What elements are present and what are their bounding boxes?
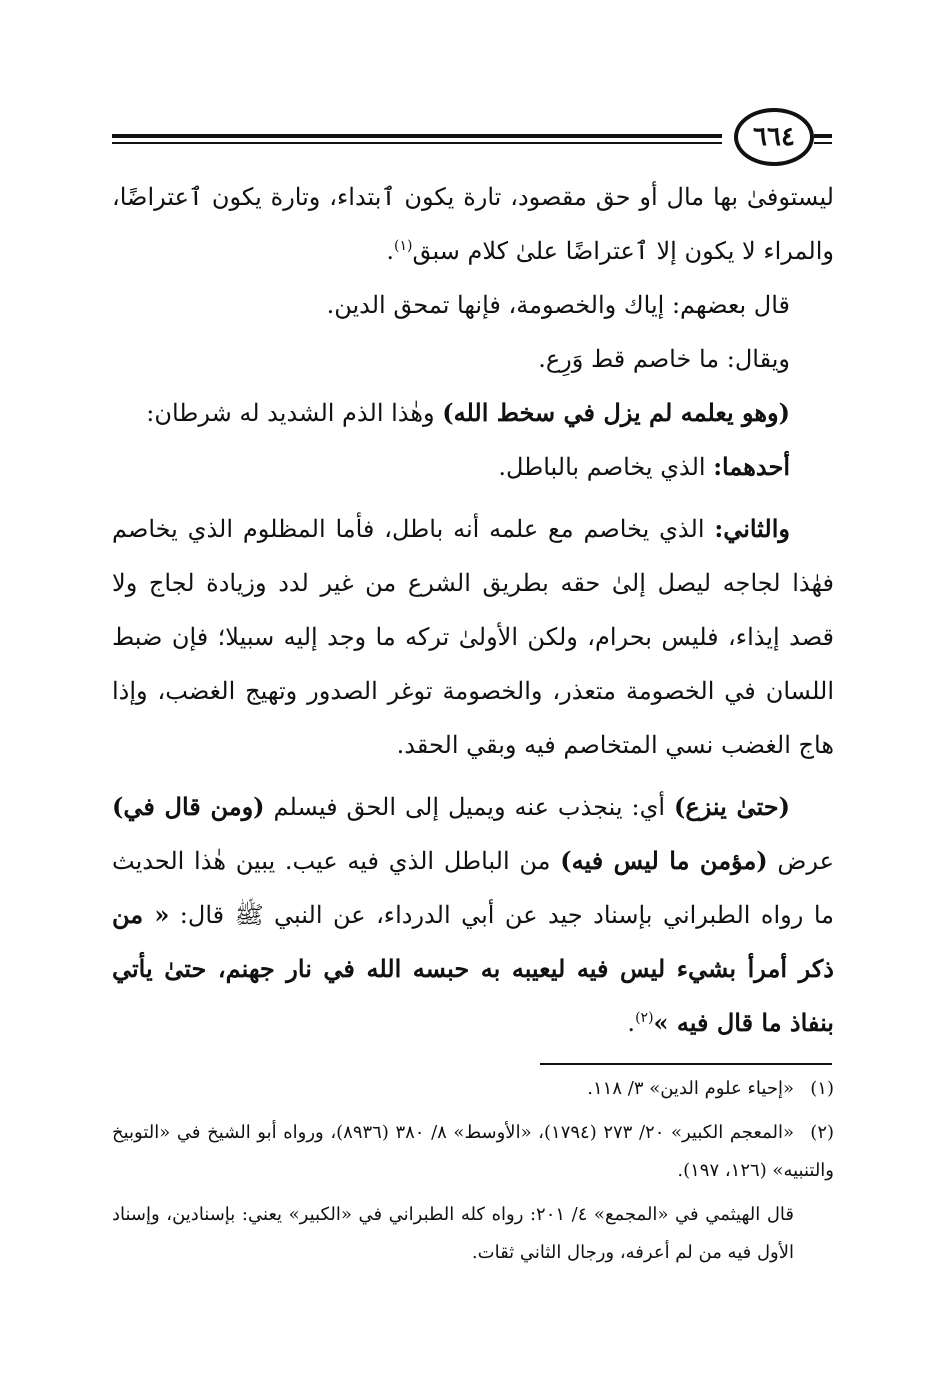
page-number: ٦٦٤ <box>734 108 814 166</box>
header-rule-thin <box>112 142 722 144</box>
paragraph-2: قال بعضهم: إياك والخصومة، فإنها تمحق الدين. <box>326 291 790 319</box>
first-condition-label: أحدهما: <box>713 452 790 481</box>
footnote-number: (٢) <box>810 1122 835 1143</box>
header-rule-end <box>814 134 832 138</box>
footnote-number: (١) <box>810 1078 834 1099</box>
footnote-ref-1[interactable]: (١) <box>394 238 413 254</box>
main-text <box>112 170 834 1050</box>
footnote-separator <box>540 1063 832 1065</box>
footnote-2: (٢)«المعجم الكبير» ٢٠/ ٢٧٣ (١٧٩٤)، «الأوسط» ٨/ ٣٨٠ (٨٩٣٦)، ورواه أبو الشيخ في «التوبيخ والتنبيه» (١٢٦، ١٩٧). <box>112 1114 834 1190</box>
footnote-2-continuation: قال الهيثمي في «المجمع» ٤/ ٢٠١: رواه كله الطبراني في «الكبير» يعني: بإسنادين، وإسناد الأول فيه من لم أعرفه، ورجال الثاني ثقات. <box>112 1204 794 1263</box>
matn-quote: (وهو يعلمه لم يزل في سخط الله) <box>442 398 790 427</box>
footnotes <box>112 1070 834 1272</box>
paragraph-3: ويقال: ما خاصم قط وَرِع. <box>538 345 790 373</box>
footnote-ref-2[interactable]: (٢) <box>635 1010 654 1026</box>
page-header <box>112 108 832 170</box>
matn-quote-2: (حتىٰ ينزع) <box>674 792 790 821</box>
hadith-text: « من ذكر أمرأ بشيء ليس فيه ليعيبه به حبسه الله في نار جهنم، حتىٰ يأتي بنفاذ ما قال فيه » <box>112 900 834 1037</box>
header-rule <box>112 134 722 138</box>
paragraph-4: (وهو يعلمه لم يزل في سخط الله) وهٰذا الذم الشديد له شرطان: <box>146 398 790 427</box>
paragraph-7: (حتىٰ ينزع) أي: ينجذب عنه ويميل إلى الحق فيسلم (ومن قال في) عرض (مؤمن ما ليس فيه) من الباطل الذي فيه عيب. يبين هٰذا الحديث ما رواه الطبراني بإسناد جيد عن أبي الدرداء، عن النبي ﷺ قال: « من ذكر أمرأ بشيء ليس فيه ليعيبه به حبسه الله في نار جهنم، حتىٰ يأتي بنفاذ ما قال فيه »$^{(٢)}$. <box>112 792 834 1037</box>
paragraph-5: أحدهما: الذي يخاصم بالباطل. <box>498 452 790 481</box>
header-rule-end-thin <box>814 142 832 144</box>
footnote-1: (١)«إحياء علوم الدين» ٣/ ١١٨. <box>112 1070 834 1108</box>
paragraph-6: والثاني: الذي يخاصم مع علمه أنه باطل، فأما المظلوم الذي يخاصم فهٰذا لجاجه ليصل إلىٰ حقه بطريق الشرع من غير لدد وزيادة لجاج ولا قصد إيذاء، فليس بحرام، ولكن الأولىٰ تركه ما وجد إليه سبيلا؛ فإن ضبط اللسان في الخصومة متعذر، والخصومة توغر الصدور وتهيج الغضب، وإذا هاج الغضب نسي المتخاصم فيه وبقي الحقد. <box>112 514 834 759</box>
paragraph-1: ليستوفىٰ بها مال أو حق مقصود، تارة يكون ٱبتداء، وتارة يكون ٱعتراضًا، والمراء لا يكون إلا ٱعتراضًا علىٰ كلام سبق$^{(١)}$. <box>112 183 834 265</box>
matn-quote-4: (مؤمن ما ليس فيه) <box>560 846 768 875</box>
second-condition-label: والثاني: <box>714 514 790 543</box>
matn-quote-3: (ومن قال في) <box>112 792 265 821</box>
